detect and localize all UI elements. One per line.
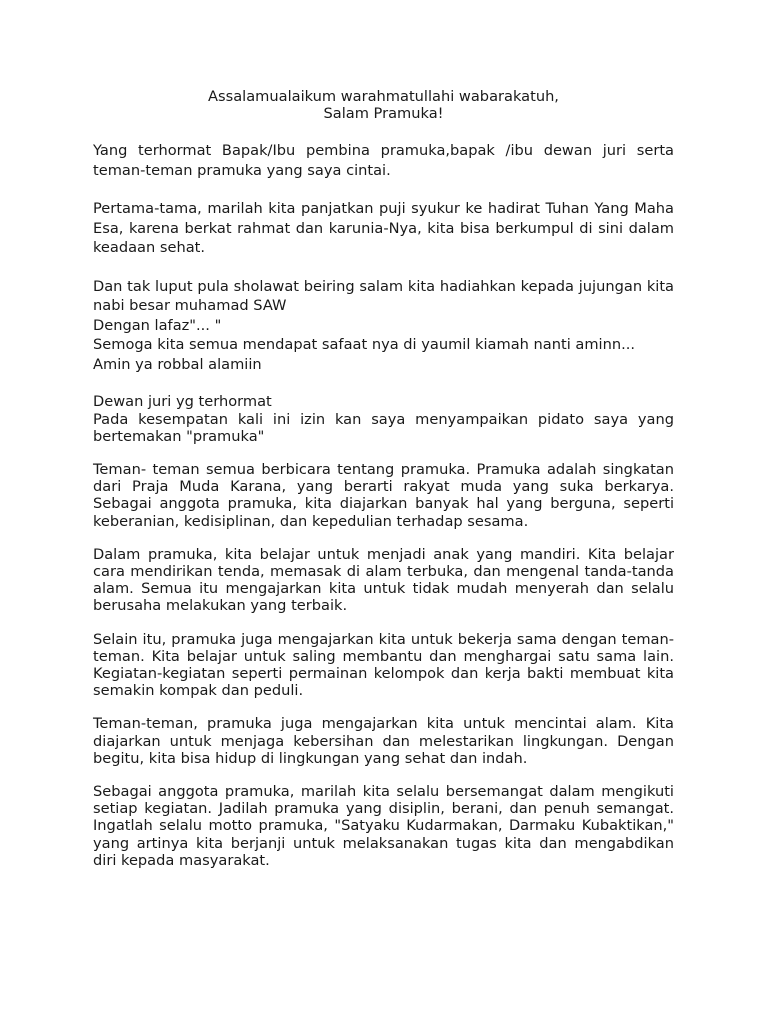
greeting [93,88,674,122]
juri-block [93,393,674,445]
lafaz-line: Dengan lafaz"... " [93,316,222,334]
sholawat-paragraph: Dan tak luput pula sholawat beiring salam kita hadiahkan kepada jujungan kita nabi besar muhamad SAW [93,277,674,315]
body-paragraph: Sebagai anggota pramuka, marilah kita selalu bersemangat dalam mengikuti setiap kegiatan. Jadilah pramuka yang disiplin, berani, dan penuh semangat. Ingatlah selalu motto pramuka, "Satyaku Kudarmakan, Darmaku Kubaktikan," yang artinya kita berjanji untuk melaksanakan tugas kita dan mengabdikan diri kepada masyarakat. [93,783,674,869]
body-paragraph: Teman- teman semua berbicara tentang pramuka. Pramuka adalah singkatan dari Praja Muda Karana, yang berarti rakyat muda yang suka berkarya. Sebagai anggota pramuka, kita diajarkan banyak hal yang berguna, seperti keberanian, kedisiplinan, dan kepedulian terhadap sesama. [93,461,674,530]
body-paragraph: Dalam pramuka, kita belajar untuk menjadi anak yang mandiri. Kita belajar cara mendirikan tenda, memasak di alam terbuka, dan mengenal tanda-tanda alam. Semua itu mengajarkan kita untuk tidak mudah menyerah dan selalu berusaha melakukan yang terbaik. [93,545,674,615]
greeting-line: Salam Pramuka! [323,105,444,123]
semoga-line: Semoga kita semua mendapat safaat nya di yaumil kiamah nanti aminn... [93,336,636,354]
praise-paragraph: Pertama-tama, marilah kita panjatkan puji syukur ke hadirat Tuhan Yang Maha Esa, karena berkat rahmat dan karunia-Nya, kita bisa berkumpul di sini dalam keadaan sehat. [93,200,674,257]
speech-text [93,88,674,869]
greeting-line: Assalamualaikum warahmatullahi wabarakatuh, [208,88,559,105]
amin-line: Amin ya robbal alamiin [93,355,262,373]
sholawat-block [93,277,674,375]
body-paragraph: Selain itu, pramuka juga mengajarkan kita untuk bekerja sama dengan teman-teman. Kita belajar untuk saling membantu dan menghargai satu sama lain. Kegiatan-kegiatan seperti permainan kelompok dan kerja bakti membuat kita semakin kompak dan peduli. [93,630,674,700]
juri-address: Dewan juri yg terhormat [93,393,272,411]
juri-intro: Pada kesempatan kali ini izin kan saya menyampaikan pidato saya yang bertemakan "pramuka" [93,410,674,445]
opening-paragraph: Yang terhormat Bapak/Ibu pembina pramuka,bapak /ibu dewan juri serta teman-teman pramuka yang saya cintai. [93,142,674,179]
body-paragraph: Teman-teman, pramuka juga mengajarkan kita untuk mencintai alam. Kita diajarkan untuk menjaga kebersihan dan melestarikan lingkungan. Dengan begitu, kita bisa hidup di lingkungan yang sehat dan indah. [93,715,674,767]
